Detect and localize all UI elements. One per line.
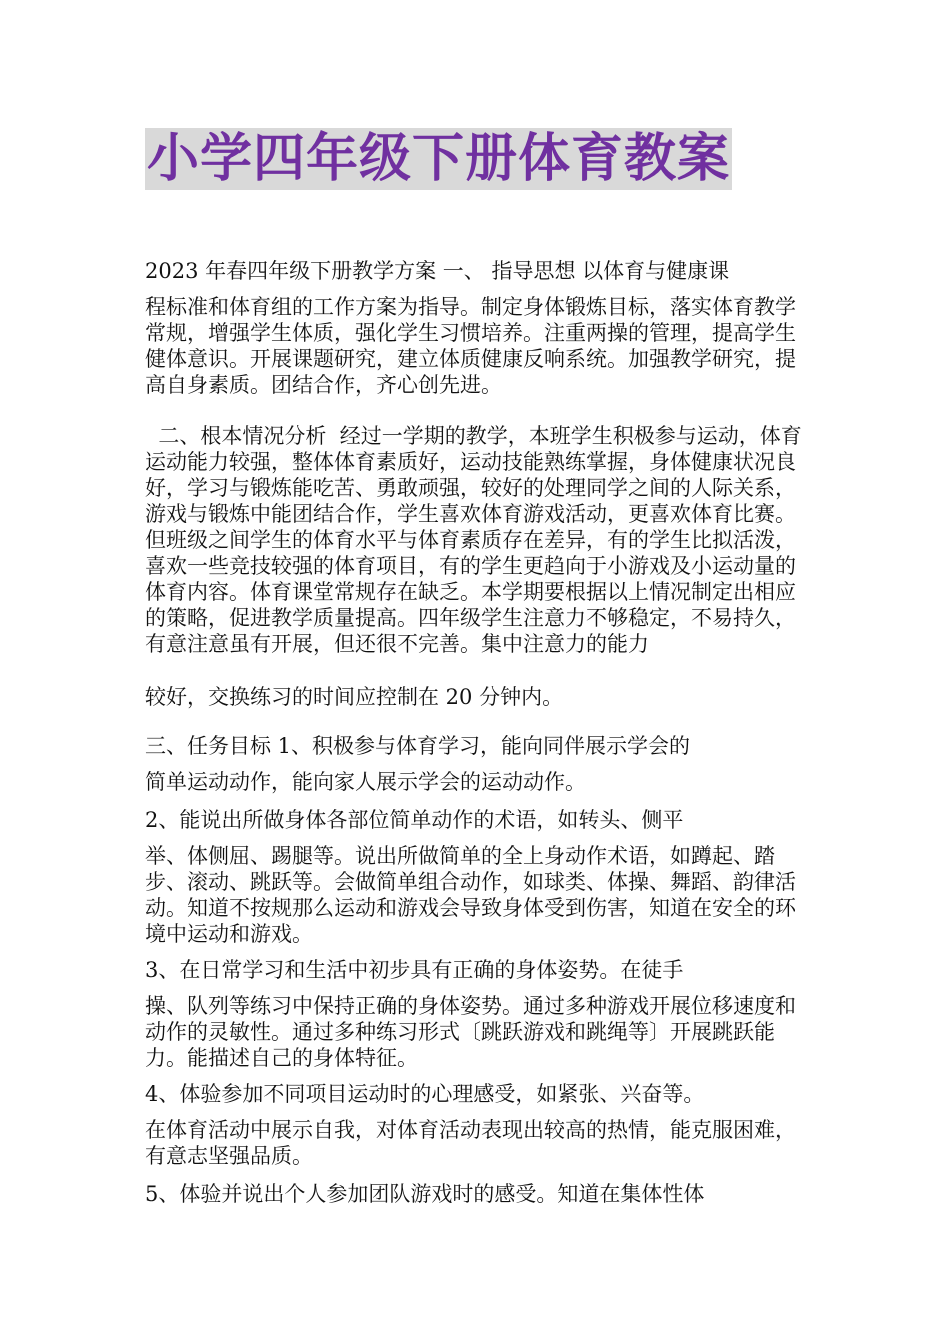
- paragraph-lead: 5、体验并说出个人参加团队游戏时的感受。知道在集体性体: [145, 1182, 705, 1206]
- paragraph-practice-time: [145, 684, 810, 720]
- paragraph-text: 操、队列等练习中保持正确的身体姿势。通过多种游戏开展位移速度和动作的灵敏性。通过多种练习形式〔跳跃游戏和跳绳等〕开展跳跃能力。能描述自己的身体特征。: [145, 994, 796, 1070]
- paragraph-lead: 2、能说出所做身体各部位简单动作的术语，如转头、侧平: [145, 808, 684, 832]
- paragraph-text: 二、根本情况分析 经过一学期的教学，本班学生积极参与运动，体育运动能力较强，整体体育素质好，运动技能熟练掌握，身体健康状况良好，学习与锻炼能吃苦、勇敢顽强，较好的处理同学之间的人际关系，游戏与锻炼中能团结合作，学生喜欢体育游戏活动，更喜欢体育比赛。但班级之间学生的体育水平与体育素质存在差异，有的学生比拟活泼，喜欢一些竞技较强的体育项目，有的学生更趋向于小游戏及小运动量的体育内容。体育课堂常规存在缺乏。本学期要根据以上情况制定出相应的策略，促进教学质量提高。四年级学生注意力不够稳定，不易持久，有意注意虽有开展，但还很不完善。集中注意力的能力: [145, 424, 802, 656]
- paragraph-text: 程标准和体育组的工作方案为指导。制定身体锻炼目标，落实体育教学常规，增强学生体质，强化学生习惯培养。注重两操的管理，提高学生健体意识。开展课题研究，建立体质健康反响系统。加强教学研究，提高自身素质。团结合作，齐心创先进。: [145, 295, 796, 397]
- paragraph-task-goal-5: [145, 1181, 810, 1217]
- document-title: 小学四年级下册体育教案: [147, 129, 731, 189]
- title-highlight: [145, 128, 732, 190]
- paragraph-lead: 4、体验参加不同项目运动时的心理感受，如紧张、兴奋等。: [145, 1082, 705, 1106]
- paragraph-guiding-ideology: [145, 258, 810, 398]
- paragraph-lead: 3、在日常学习和生活中初步具有正确的身体姿势。在徒手: [145, 958, 684, 982]
- paragraph-text: 在体育活动中展示自我，对体育活动表现出较高的热情，能克服困难，有意志坚强品质。: [145, 1118, 796, 1168]
- paragraph-task-goal-1: [145, 733, 810, 795]
- paragraph-text: 举、体侧屈、踢腿等。说出所做简单的全上身动作术语，如蹲起、踏步、滚动、跳跃等。会做简单组合动作，如球类、体操、舞蹈、韵律活动。知道不按规那么运动和游戏会导致身体受到伤害，知道在安全的环境中运动和游戏。: [145, 844, 796, 946]
- paragraph-task-goal-2: [145, 807, 810, 947]
- paragraph-lead: 2023 年春四年级下册教学方案 一、 指导思想 以体育与健康课: [145, 259, 730, 283]
- paragraph-text: 简单运动动作，能向家人展示学会的运动动作。: [145, 770, 586, 794]
- paragraph-task-goal-3: [145, 957, 810, 1071]
- paragraph-lead: 较好，交换练习的时间应控制在 20 分钟内。: [145, 685, 564, 709]
- paragraph-situation-analysis: [145, 423, 810, 657]
- paragraph-task-goal-4: [145, 1081, 810, 1169]
- paragraph-lead: 三、任务目标 1、积极参与体育学习，能向同伴展示学会的: [145, 734, 691, 758]
